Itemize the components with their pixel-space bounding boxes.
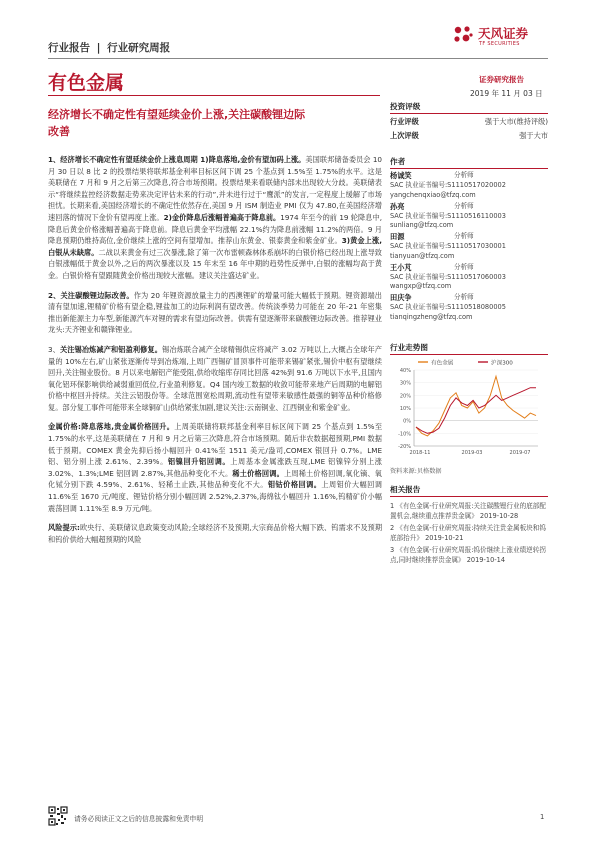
para-bold: 金属价格:降息落地,贵金属价格回升。 [48, 422, 175, 432]
author-cert: SAC 执业证书编号:S1110516110003 [390, 211, 506, 220]
author-name: 杨诚笑 [390, 171, 412, 180]
page-number: 1 [540, 813, 545, 821]
rating-value: 强于大市 [519, 131, 548, 140]
para-text: 作为 20 年锂资源放量主力的西澳锂矿的增量可能大幅低于预期。锂资源端出清有望加速,锂精矿价格有望企稳,锂盐加工的边际利润有望改善。传统淡季势力可能在 20 年-21 年密集推出新能源主力车型,新能源汽车对锂的需求有望边际改善。供需有望逐渐带来碳酸锂边际改善。推荐锂业龙头:天齐锂业和赣锋锂业。 [48, 290, 382, 335]
x-tick-label: 2019-07 [509, 450, 531, 456]
headline-line-2: 改善 [48, 125, 70, 138]
related-report-item[interactable]: 1 《有色金属-行业研究周报:关注碳酸锂行业的底部配置机会,继续重点推荐贵金属》 2019-10-28 [390, 502, 546, 520]
paragraph-prices [48, 421, 382, 514]
trend-section [390, 342, 548, 475]
trend-rule [390, 354, 548, 355]
report-category: 证券研究报告 [479, 75, 524, 84]
para-bold: 铝镍回升铝回调。 [167, 457, 231, 467]
header-rule [48, 58, 548, 59]
rating-value: 强于大市(维持评级) [484, 117, 548, 126]
para-bold: 3)黄金上涨,白银从未缺席。 [48, 236, 382, 257]
author-name: 田源 [390, 232, 405, 241]
legend-label: 沪深300 [491, 360, 513, 367]
author-cert: SAC 执业证书编号:S1110517060003 [390, 272, 506, 281]
doc-type: 行业报告 [48, 42, 90, 54]
y-tick-label: 20% [399, 393, 411, 400]
author-role: 分析师 [454, 232, 474, 240]
authors-rule [390, 168, 548, 169]
para-bold: 2、关注碳酸锂边际改善。 [48, 290, 134, 300]
rating-label: 行业评级 [390, 117, 419, 126]
para-text: 上周钼价大幅回调 11.6%至 1670 元/吨度、锂钴价格分别小幅回调 2.52%,2.37%,海绵钛小幅回升 1.16%,钨精矿价小幅震荡回调 1.11%至 8.9 万元/吨。 [48, 480, 382, 513]
company-logo [452, 22, 552, 52]
report-type-header [48, 40, 170, 55]
header-separator: | [96, 42, 101, 54]
para-bold: 风险提示: [48, 523, 80, 533]
y-tick-label: 30% [399, 380, 411, 387]
logo-mark-icon [452, 24, 474, 46]
related-section [390, 484, 548, 564]
para-text: 上周基本金属涨跌互现,LME 铝镍锌分别上涨 3.02%、1.3%;LME 铝回调 2.87%,其他品种变化不大。 [48, 457, 382, 478]
para-text: 美国联邦储备委员会 10 月 30 日以 8 比 2 的投票结果将联邦基金利率目标区间下调 25 个基点到 1.5%至 1.75%的水平。这是美联储在 7 月和 9 月之后第三次降息,符合市场预期。投票结果来看联储内部未出现较大分歧。美联储表示“将继续监控经济数据走势来决定评估未来的行动”,并未进行过于“鹰派”的发言,一定程度上缓解了市场担忧。长期来看,美国经济增长的不确定性依然存在,美国 9 月 ISM 制造业 PMI 仅为 47.80,在美国经济增速回落的情况下金价有望再度上涨。 [48, 155, 382, 222]
x-tick-label: 2019-03 [461, 450, 483, 456]
author-email[interactable]: sunliang@tfzq.com [390, 221, 454, 230]
author-entry [390, 232, 548, 263]
logo-english: TF SECURITIES [479, 41, 520, 47]
trend-heading: 行业走势图 [390, 343, 428, 352]
footer-disclaimer: 请务必阅读正文之后的信息披露和免责申明 [74, 815, 204, 823]
para-text: 上周美联储将联邦基金利率目标区间下调 25 个基点到 1.5%至 1.75%的水平,这是美联储在 7 月和 9 月之后第三次降息,符合市场预期。随后非农数据超预期,PMI 数据低于预期。COMEX 黄金先抑后扬小幅回升 0.41%至 1511 美元/盎司,COMEX 银回升 0.7%。LME 铝、铝分别上涨 2.61%、2.39%。 [48, 422, 383, 467]
trend-chart [392, 358, 542, 460]
report-date: 2019 年 11 月 03 日 [470, 89, 543, 98]
rating-rule [390, 113, 548, 114]
paragraph-risk [48, 522, 382, 545]
author-name: 田庆争 [390, 293, 412, 302]
trend-source: 资料来源:贝格数据 [390, 468, 442, 475]
y-tick-label: 40% [399, 368, 411, 374]
para-bold: 2)金价降息后涨幅普遍高于降息前。 [163, 212, 281, 222]
headline-line-1: 经济增长不确定性有望延续金价上涨,关注碳酸锂边际 [48, 108, 306, 121]
author-entry [390, 171, 548, 202]
related-report-item[interactable]: 3 《有色金属-行业研究周报:钨价继续上涨业绩逆转拐点,同时继续推荐贵金属》 2019-10-14 [390, 546, 546, 564]
author-email[interactable]: wangxp@tfzq.com [390, 282, 452, 291]
para-text: 锡冶炼联合减产全球精锡供应将减产 3.02 万吨以上,大概占全球年产量的 10%左右,矿山紧张逐渐传导到冶炼端,上周广西锡矿冒顶事件可能带来锡矿紧张,锡价中枢有望继续回升,关注锡业股份。8 月以来电解铝产能受阻,供给收缩库存同比回落 42%到 91.6 万吨以下水平,且国内氧化铝环保影响供给减弱重回低位,行业盈利修复。Q4 国内竣工数据的收敛可能带来地产后周期的电解铝价格中枢回升持续。关注云铝股份等。全球范围宽松周期,流动性有望带来敏感性最强的铜等品种价格修复。部分复工事件可能带来全球铜矿山供给紧张加剧,建议关注:云南铜业、江西铜业和紫金矿业。 [48, 344, 382, 412]
rating-row [390, 117, 548, 127]
logo-name: 天风证券 [478, 26, 529, 41]
paragraph-lithium [48, 290, 382, 336]
y-tick-label: -20% [398, 444, 411, 450]
series-line [416, 376, 536, 436]
para-bold: 稀土价格回调。 [232, 468, 284, 478]
para-text: 3、 [48, 344, 60, 354]
series-line [416, 388, 536, 434]
rating-section [390, 101, 548, 140]
author-email[interactable]: tianyuan@tfzq.com [390, 251, 455, 260]
author-email[interactable]: tianqingzheng@tfzq.com [390, 312, 473, 321]
author-name: 孙亮 [390, 201, 405, 211]
author-entry [390, 202, 548, 233]
paragraph-tin-aluminum [48, 344, 382, 414]
rating-heading: 投资评级 [390, 102, 421, 111]
author-email[interactable]: yangchenqxiao@tfzq.com [390, 190, 476, 199]
legend-label: 有色金属 [431, 360, 454, 367]
author-role: 分析师 [454, 262, 474, 271]
author-cert: SAC 执业证书编号:S1110517030001 [390, 242, 506, 251]
related-rule [390, 496, 548, 497]
title-rule [48, 95, 380, 96]
related-heading: 相关报告 [390, 485, 421, 494]
paragraph-gold [48, 154, 382, 282]
para-text: 上周稀土价格回调,氧化镝、氧化铽分别下跌 4.59%、2.61%、轻稀土止跌,其他品种变化不大。 [48, 468, 382, 490]
y-tick-label: -10% [398, 431, 411, 438]
qr-code-icon [48, 806, 68, 826]
author-name: 王小芃 [390, 262, 412, 272]
author-role: 分析师 [454, 201, 474, 210]
rating-label: 上次评级 [390, 131, 419, 140]
industry-title: 有色金属 [48, 72, 125, 94]
y-tick-label: 0% [403, 418, 411, 425]
main-body [48, 154, 382, 545]
para-bold: 1、经济增长不确定性有望延续金价上涨息周期 1)降息落地,金价有望加码上涨。 [48, 155, 306, 164]
author-entry [390, 293, 548, 324]
para-text: 1974 年至今的前 19 轮降息中,降息后黄金价格涨幅普遍高于降息前。降息后黄金平均涨幅 22.1%约为降息前涨幅 11.2%的两倍。9 月降息预期仍维持高位,金价继续上涨的空间有望增加。推荐山东黄金、银泰黄金和紫金矿业。 [48, 212, 382, 246]
author-role: 分析师 [454, 293, 474, 301]
para-bold: 关注锡冶炼减产和铝盈利修复。 [59, 344, 163, 354]
para-text: 欧央行、美联储议息政策变动风险;全球经济不及预期,大宗商品价格大幅下跌、钨需求不及预期和钨价供给大幅超预期的风险 [48, 523, 383, 544]
author-cert: SAC 执业证书编号:S1110517020002 [390, 181, 506, 190]
para-text: 二战以来黄金有过三次暴涨,除了第一次布雷顿森林体系崩坏的白银价格已经出现上涨导致白银涨幅低于黄金以外,之后的两次暴涨以及 15 年末至 16 年中期的趋势性反弹中,白银的涨幅均高于黄金。白银价格有望跟随黄金价格出现较大涨幅。建议关注盛达矿业。 [48, 247, 382, 280]
y-tick-label: 10% [399, 406, 411, 412]
author-entry [390, 263, 548, 294]
rating-row [390, 131, 548, 141]
para-bold: 钼钴价格回调。 [267, 480, 322, 490]
x-tick-label: 2018-11 [409, 450, 431, 456]
authors-section [390, 156, 548, 321]
related-report-item[interactable]: 2 《有色金属-行业研究周报:持续关注贵金属板块和钨底部抬升》 2019-10-21 [390, 524, 546, 542]
doc-subtype: 行业研究周报 [107, 42, 171, 54]
author-role: 分析师 [454, 171, 474, 179]
authors-heading: 作者 [390, 157, 406, 166]
headline [48, 106, 383, 140]
author-cert: SAC 执业证书编号:S1110518080005 [390, 303, 506, 312]
